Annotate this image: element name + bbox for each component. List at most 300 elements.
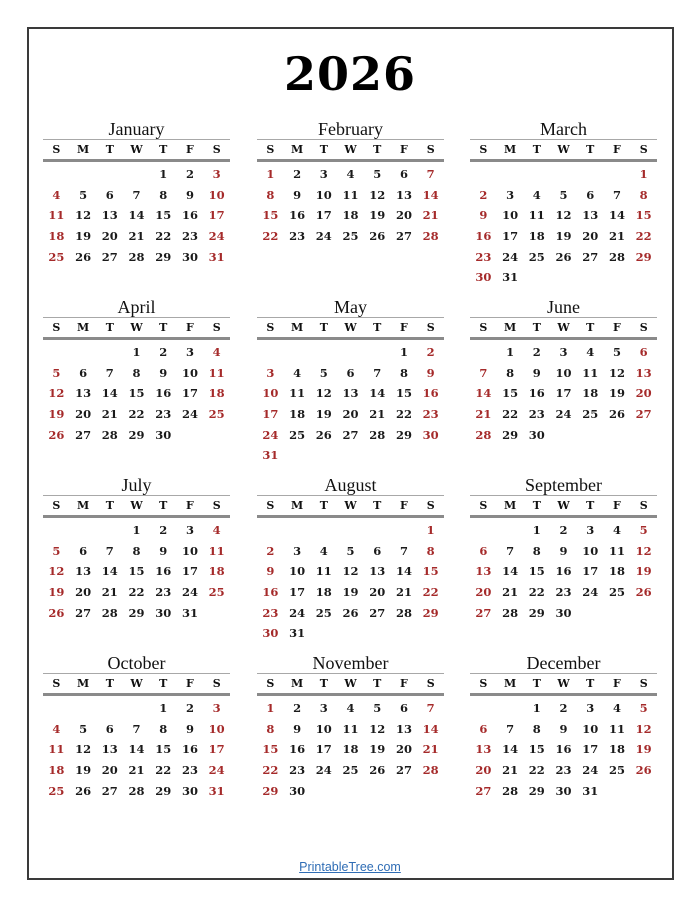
day-cell: 23 xyxy=(155,585,172,600)
weekend-day-cell: 3 xyxy=(266,365,275,380)
weekday-header: S xyxy=(52,677,61,690)
day-cell: 9 xyxy=(293,187,302,202)
weekend-day-cell: 1 xyxy=(266,701,275,716)
day-cell: 26 xyxy=(75,783,92,798)
week-row xyxy=(470,363,657,384)
weekend-day-cell: 25 xyxy=(48,783,65,798)
day-cell: 16 xyxy=(555,742,572,757)
day-cell: 21 xyxy=(395,585,412,600)
weekend-day-cell: 6 xyxy=(479,721,488,736)
month-title: May xyxy=(334,297,367,317)
weekday-header: W xyxy=(130,321,143,334)
weekend-day-cell: 11 xyxy=(208,543,225,558)
day-cell: 2 xyxy=(185,701,194,716)
day-cell: 5 xyxy=(612,345,621,360)
weekday-header: T xyxy=(586,499,595,512)
weekday-header: T xyxy=(373,499,382,512)
day-cell: 5 xyxy=(373,701,382,716)
weekend-day-cell: 1 xyxy=(639,167,648,182)
weekend-day-cell: 8 xyxy=(426,543,435,558)
weekday-header: S xyxy=(266,499,275,512)
weekday-header: F xyxy=(613,321,621,334)
weekday-header: S xyxy=(639,499,648,512)
weekend-day-cell: 14 xyxy=(422,721,439,736)
day-cell: 11 xyxy=(342,721,359,736)
week-row xyxy=(43,424,230,445)
weekend-day-cell: 4 xyxy=(52,187,61,202)
day-cell: 3 xyxy=(586,523,595,538)
day-cell: 11 xyxy=(342,187,359,202)
day-cell: 6 xyxy=(399,701,408,716)
day-cell: 24 xyxy=(555,407,572,422)
day-cell: 4 xyxy=(586,345,595,360)
day-cell: 23 xyxy=(555,763,572,778)
weekday-header: W xyxy=(130,499,143,512)
weekday-header: S xyxy=(639,677,648,690)
day-cell: 18 xyxy=(315,585,332,600)
day-cell: 10 xyxy=(315,721,332,736)
day-cell: 2 xyxy=(185,167,194,182)
week-row xyxy=(257,164,444,185)
weeks xyxy=(470,520,657,623)
day-cell: 17 xyxy=(315,742,332,757)
day-cell: 12 xyxy=(369,187,386,202)
weekday-header: T xyxy=(105,677,114,690)
footer-website-link[interactable]: PrintableTree.com xyxy=(299,860,401,874)
header-bottom-rule xyxy=(470,693,657,696)
day-cell: 20 xyxy=(395,208,412,223)
day-cell: 7 xyxy=(373,365,382,380)
week-row xyxy=(43,185,230,206)
day-cell: 27 xyxy=(395,229,412,244)
weekday-header: T xyxy=(373,677,382,690)
weeks xyxy=(257,164,444,246)
weekday-header: T xyxy=(532,143,541,156)
weekend-day-cell: 16 xyxy=(475,229,492,244)
weekend-day-cell: 20 xyxy=(635,386,652,401)
weekend-day-cell: 12 xyxy=(48,564,65,579)
month-august xyxy=(257,475,444,644)
weekend-day-cell: 12 xyxy=(48,386,65,401)
week-row xyxy=(470,760,657,781)
header-bottom-rule xyxy=(43,159,230,162)
weekday-header: W xyxy=(344,499,357,512)
week-row xyxy=(257,760,444,781)
day-cell: 5 xyxy=(79,721,88,736)
week-row xyxy=(257,205,444,226)
month-january xyxy=(43,119,230,267)
day-cell: 7 xyxy=(612,187,621,202)
month-march xyxy=(470,119,657,288)
day-cell: 19 xyxy=(555,229,572,244)
weekday-header: S xyxy=(426,499,435,512)
weekday-header-row xyxy=(470,496,657,515)
weekday-header: T xyxy=(532,321,541,334)
day-cell: 13 xyxy=(101,742,118,757)
day-cell: 5 xyxy=(319,365,328,380)
day-cell: 27 xyxy=(101,249,118,264)
day-cell: 23 xyxy=(528,407,545,422)
day-cell: 4 xyxy=(346,167,355,182)
weekday-header: W xyxy=(344,677,357,690)
weekend-day-cell: 27 xyxy=(635,407,652,422)
weekday-header: T xyxy=(105,321,114,334)
day-cell: 1 xyxy=(532,701,541,716)
day-cell: 27 xyxy=(101,783,118,798)
day-cell: 13 xyxy=(101,208,118,223)
week-row xyxy=(257,383,444,404)
day-cell: 8 xyxy=(532,721,541,736)
day-cell: 9 xyxy=(293,721,302,736)
week-row xyxy=(43,205,230,226)
week-row xyxy=(43,342,230,363)
weekend-day-cell: 7 xyxy=(479,365,488,380)
weekday-header: S xyxy=(52,321,61,334)
day-cell: 30 xyxy=(555,605,572,620)
day-cell: 30 xyxy=(155,427,172,442)
day-cell: 18 xyxy=(528,229,545,244)
weekday-header: S xyxy=(212,321,221,334)
weekday-header-row xyxy=(257,496,444,515)
weekend-day-cell: 28 xyxy=(422,229,439,244)
week-row xyxy=(43,164,230,185)
weekday-header: S xyxy=(212,143,221,156)
month-title: February xyxy=(318,119,383,139)
weekend-day-cell: 24 xyxy=(208,229,225,244)
day-cell: 27 xyxy=(75,605,92,620)
weekday-header: F xyxy=(186,321,194,334)
header-bottom-rule xyxy=(470,337,657,340)
weekend-day-cell: 19 xyxy=(635,742,652,757)
weekday-header-row xyxy=(43,496,230,515)
weekday-header: F xyxy=(400,143,408,156)
day-cell: 27 xyxy=(395,763,412,778)
day-cell: 17 xyxy=(289,585,306,600)
weekend-day-cell: 15 xyxy=(422,564,439,579)
weeks xyxy=(43,342,230,445)
day-cell: 29 xyxy=(395,427,412,442)
day-cell: 7 xyxy=(132,721,141,736)
header-bottom-rule xyxy=(43,515,230,518)
day-cell: 6 xyxy=(399,167,408,182)
day-cell: 20 xyxy=(582,229,599,244)
weekday-header: T xyxy=(586,677,595,690)
weekday-header-row xyxy=(43,318,230,337)
week-row xyxy=(257,363,444,384)
weekday-header: M xyxy=(76,677,90,690)
day-cell: 29 xyxy=(155,783,172,798)
weekend-day-cell: 4 xyxy=(212,523,221,538)
month-title: August xyxy=(324,475,377,495)
day-cell: 28 xyxy=(101,427,118,442)
day-cell: 13 xyxy=(369,564,386,579)
weekday-header-row xyxy=(257,674,444,693)
day-cell: 23 xyxy=(181,229,198,244)
day-cell: 16 xyxy=(555,564,572,579)
day-cell: 20 xyxy=(101,229,118,244)
weekend-day-cell: 26 xyxy=(635,585,652,600)
weekend-day-cell: 12 xyxy=(635,543,652,558)
day-cell: 15 xyxy=(395,386,412,401)
day-cell: 17 xyxy=(181,386,198,401)
day-cell: 20 xyxy=(342,407,359,422)
day-cell: 30 xyxy=(528,427,545,442)
day-cell: 18 xyxy=(342,742,359,757)
day-cell: 20 xyxy=(75,585,92,600)
day-cell: 18 xyxy=(582,386,599,401)
week-row xyxy=(257,541,444,562)
weekday-header: M xyxy=(290,143,304,156)
day-cell: 1 xyxy=(159,701,168,716)
weekend-day-cell: 16 xyxy=(422,386,439,401)
day-cell: 4 xyxy=(319,543,328,558)
week-row xyxy=(257,445,444,466)
day-cell: 5 xyxy=(559,187,568,202)
week-row xyxy=(257,719,444,740)
day-cell: 7 xyxy=(132,187,141,202)
week-row xyxy=(43,226,230,247)
weekend-day-cell: 28 xyxy=(422,763,439,778)
weekday-header: T xyxy=(159,321,168,334)
day-cell: 30 xyxy=(289,783,306,798)
day-cell: 6 xyxy=(105,187,114,202)
day-cell: 2 xyxy=(293,167,302,182)
weekday-header: T xyxy=(586,143,595,156)
weekend-day-cell: 15 xyxy=(262,208,279,223)
day-cell: 27 xyxy=(75,427,92,442)
weekend-day-cell: 25 xyxy=(208,585,225,600)
day-cell: 22 xyxy=(528,763,545,778)
weekend-day-cell: 4 xyxy=(52,721,61,736)
day-cell: 18 xyxy=(342,208,359,223)
week-row xyxy=(43,404,230,425)
day-cell: 1 xyxy=(132,345,141,360)
day-cell: 14 xyxy=(369,386,386,401)
week-row xyxy=(470,404,657,425)
week-row xyxy=(257,424,444,445)
day-cell: 20 xyxy=(101,763,118,778)
day-cell: 17 xyxy=(582,742,599,757)
month-title: January xyxy=(108,119,165,139)
day-cell: 14 xyxy=(395,564,412,579)
day-cell: 2 xyxy=(159,523,168,538)
weekend-day-cell: 10 xyxy=(208,721,225,736)
header-bottom-rule xyxy=(257,159,444,162)
weekend-day-cell: 25 xyxy=(208,407,225,422)
day-cell: 22 xyxy=(528,585,545,600)
day-cell: 25 xyxy=(315,605,332,620)
week-row xyxy=(257,698,444,719)
day-cell: 19 xyxy=(75,229,92,244)
day-cell: 6 xyxy=(346,365,355,380)
day-cell: 24 xyxy=(315,763,332,778)
day-cell: 9 xyxy=(532,365,541,380)
day-cell: 14 xyxy=(128,208,145,223)
day-cell: 27 xyxy=(582,249,599,264)
month-april xyxy=(43,297,230,445)
weekend-day-cell: 29 xyxy=(422,605,439,620)
weekday-header: S xyxy=(266,677,275,690)
day-cell: 11 xyxy=(608,543,625,558)
weekend-day-cell: 11 xyxy=(208,365,225,380)
week-row xyxy=(470,582,657,603)
day-cell: 21 xyxy=(128,229,145,244)
weekend-day-cell: 19 xyxy=(48,585,65,600)
day-cell: 16 xyxy=(181,208,198,223)
day-cell: 6 xyxy=(105,721,114,736)
day-cell: 10 xyxy=(181,365,198,380)
weekend-day-cell: 21 xyxy=(422,208,439,223)
weekday-header: T xyxy=(105,143,114,156)
week-row xyxy=(470,267,657,288)
weekend-day-cell: 22 xyxy=(262,763,279,778)
day-cell: 13 xyxy=(342,386,359,401)
week-row xyxy=(470,780,657,801)
year-title: 2026 xyxy=(283,47,417,101)
weekday-header: T xyxy=(532,499,541,512)
day-cell: 15 xyxy=(155,742,172,757)
day-cell: 19 xyxy=(342,585,359,600)
day-cell: 24 xyxy=(289,605,306,620)
week-row xyxy=(257,226,444,247)
day-cell: 22 xyxy=(128,407,145,422)
day-cell: 3 xyxy=(559,345,568,360)
weekday-header: T xyxy=(105,499,114,512)
week-row xyxy=(43,760,230,781)
day-cell: 12 xyxy=(555,208,572,223)
day-cell: 8 xyxy=(506,365,515,380)
day-cell: 2 xyxy=(559,701,568,716)
day-cell: 2 xyxy=(159,345,168,360)
weekday-header: T xyxy=(586,321,595,334)
week-row xyxy=(470,205,657,226)
month-title: December xyxy=(526,653,601,673)
weekday-header: T xyxy=(319,677,328,690)
day-cell: 24 xyxy=(181,585,198,600)
weekend-day-cell: 18 xyxy=(208,564,225,579)
weekday-header: S xyxy=(266,321,275,334)
weekday-header: T xyxy=(319,321,328,334)
day-cell: 28 xyxy=(101,605,118,620)
week-row xyxy=(43,246,230,267)
day-cell: 29 xyxy=(528,783,545,798)
weekend-day-cell: 27 xyxy=(475,783,492,798)
day-cell: 27 xyxy=(342,427,359,442)
week-row xyxy=(470,185,657,206)
week-row xyxy=(470,226,657,247)
day-cell: 24 xyxy=(582,585,599,600)
day-cell: 21 xyxy=(502,585,519,600)
weekday-header: M xyxy=(76,499,90,512)
day-cell: 2 xyxy=(293,701,302,716)
day-cell: 9 xyxy=(185,721,194,736)
weekend-day-cell: 2 xyxy=(426,345,435,360)
weekday-header: S xyxy=(639,143,648,156)
weeks xyxy=(470,342,657,445)
weekday-header-row xyxy=(43,674,230,693)
weekend-day-cell: 1 xyxy=(266,167,275,182)
weekday-header: T xyxy=(159,499,168,512)
weekday-header: T xyxy=(319,143,328,156)
weekend-day-cell: 11 xyxy=(48,742,65,757)
weekday-header: W xyxy=(344,321,357,334)
weekend-day-cell: 18 xyxy=(208,386,225,401)
day-cell: 16 xyxy=(155,564,172,579)
day-cell: 16 xyxy=(528,386,545,401)
weekday-header: F xyxy=(186,143,194,156)
weekday-header: S xyxy=(212,499,221,512)
day-cell: 22 xyxy=(128,585,145,600)
weekend-day-cell: 5 xyxy=(52,543,61,558)
weekend-day-cell: 18 xyxy=(48,763,65,778)
day-cell: 8 xyxy=(399,365,408,380)
day-cell: 14 xyxy=(128,742,145,757)
day-cell: 16 xyxy=(155,386,172,401)
day-cell: 9 xyxy=(559,721,568,736)
month-february xyxy=(257,119,444,246)
weeks xyxy=(257,520,444,644)
day-cell: 29 xyxy=(128,427,145,442)
weekend-day-cell: 17 xyxy=(208,742,225,757)
weeks xyxy=(43,698,230,801)
day-cell: 15 xyxy=(502,386,519,401)
week-row xyxy=(257,602,444,623)
weekday-header-row xyxy=(470,318,657,337)
day-cell: 10 xyxy=(502,208,519,223)
weekday-header: M xyxy=(503,677,517,690)
day-cell: 16 xyxy=(289,208,306,223)
weekend-day-cell: 24 xyxy=(262,427,279,442)
weekend-day-cell: 14 xyxy=(422,187,439,202)
month-july xyxy=(43,475,230,623)
day-cell: 5 xyxy=(373,167,382,182)
day-cell: 1 xyxy=(132,523,141,538)
day-cell: 29 xyxy=(528,605,545,620)
day-cell: 13 xyxy=(582,208,599,223)
weekday-header: M xyxy=(290,321,304,334)
day-cell: 11 xyxy=(315,564,332,579)
day-cell: 31 xyxy=(502,270,519,285)
day-cell: 23 xyxy=(289,229,306,244)
weekend-day-cell: 16 xyxy=(262,585,279,600)
day-cell: 18 xyxy=(608,564,625,579)
day-cell: 28 xyxy=(502,605,519,620)
week-row xyxy=(470,342,657,363)
weekday-header: S xyxy=(479,143,488,156)
day-cell: 8 xyxy=(532,543,541,558)
weekend-day-cell: 3 xyxy=(212,701,221,716)
weekday-header: F xyxy=(400,321,408,334)
day-cell: 12 xyxy=(315,386,332,401)
day-cell: 14 xyxy=(101,386,118,401)
week-row xyxy=(257,623,444,644)
day-cell: 10 xyxy=(315,187,332,202)
day-cell: 25 xyxy=(342,763,359,778)
month-title: April xyxy=(117,297,156,317)
weekend-day-cell: 6 xyxy=(639,345,648,360)
weekend-day-cell: 17 xyxy=(208,208,225,223)
weekend-day-cell: 25 xyxy=(48,249,65,264)
day-cell: 21 xyxy=(128,763,145,778)
day-cell: 19 xyxy=(608,386,625,401)
weekend-day-cell: 12 xyxy=(635,721,652,736)
weekend-day-cell: 4 xyxy=(212,345,221,360)
weekend-day-cell: 27 xyxy=(475,605,492,620)
day-cell: 1 xyxy=(532,523,541,538)
weekday-header: F xyxy=(400,499,408,512)
weekend-day-cell: 20 xyxy=(475,763,492,778)
weekend-day-cell: 20 xyxy=(475,585,492,600)
